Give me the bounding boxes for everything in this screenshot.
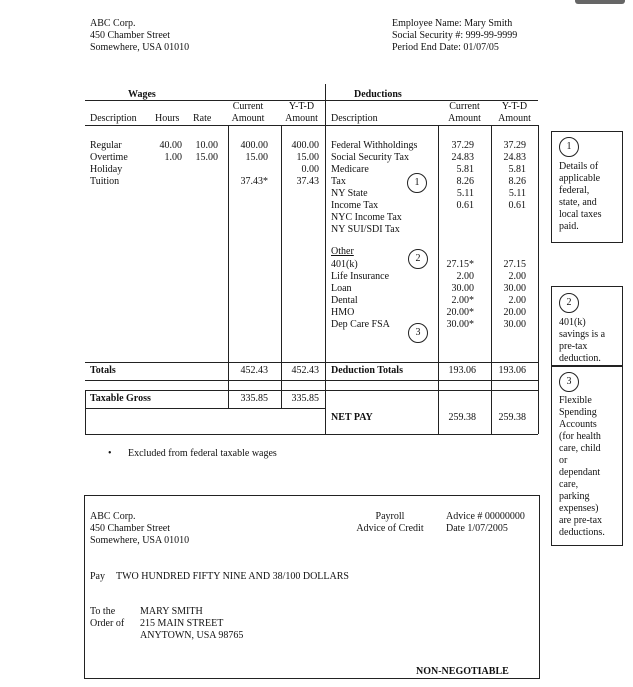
wage-desc: Holiday	[90, 164, 123, 175]
callout-marker-3: 3	[408, 323, 428, 343]
wages-totals-ytd: 452.43	[291, 365, 319, 376]
callout-line: state, and	[559, 197, 597, 208]
wage-hours	[150, 176, 182, 188]
net-pay-current: 259.38	[448, 412, 476, 423]
wages-ytd-header-2: Amount	[285, 113, 318, 124]
callout-marker-1: 1	[407, 173, 427, 193]
footnote-text: Excluded from federal taxable wages	[128, 448, 277, 459]
ded-desc-col	[331, 140, 417, 236]
wage-current: 37.43*	[240, 176, 268, 187]
callout-line: care, child	[559, 443, 601, 454]
wage-ytd: 37.43	[296, 176, 319, 187]
other-ytd: 30.00	[503, 319, 526, 330]
wages-current-header: Current	[232, 101, 264, 112]
other-desc: Loan	[331, 283, 352, 294]
ded-desc: Income Tax	[331, 200, 379, 211]
wages-current-col-line	[228, 125, 229, 408]
callout-line: applicable	[559, 173, 601, 184]
wage-current: 400.00	[240, 140, 268, 151]
ded-ytd: 5.81	[508, 164, 526, 175]
callout-text-3	[559, 395, 605, 539]
company-street: 450 Chamber Street	[90, 30, 170, 41]
wage-ytd: 15.00	[296, 152, 319, 163]
wages-ytd-col-line	[281, 125, 282, 408]
pay-amount-words: TWO HUNDRED FIFTY NINE AND 38/100 DOLLARS	[116, 571, 349, 582]
callout-line: are pre-tax	[559, 515, 603, 526]
taxable-rule-top	[85, 390, 538, 391]
advice-number: Advice # 00000000	[446, 511, 525, 522]
payee-city: ANYTOWN, USA 98765	[140, 630, 244, 641]
wages-current-header-2: Amount	[231, 113, 265, 124]
callout-line: local taxes	[559, 209, 602, 220]
callout-line: parking	[559, 491, 590, 502]
wages-hours-col	[150, 140, 182, 188]
other-current: 30.00*	[446, 319, 474, 330]
net-pay-label: NET PAY	[331, 412, 373, 423]
ded-ytd-col-line	[491, 125, 492, 434]
other-current: 2.00	[456, 271, 474, 282]
header-rule	[85, 125, 538, 126]
ded-current: 37.29	[451, 140, 474, 151]
callout-line: Spending	[559, 407, 597, 418]
callout-marker-2: 2	[408, 249, 428, 269]
wage-hours	[150, 164, 182, 176]
wage-current: 15.00	[245, 152, 268, 163]
advice-subtitle: Advice of Credit	[356, 523, 424, 534]
ded-current: 5.81	[456, 164, 474, 175]
callout-text-2	[559, 317, 605, 365]
taxable-gross-current: 335.85	[240, 393, 268, 404]
ded-desc-header: Description	[331, 113, 378, 124]
net-pay-ytd: 259.38	[498, 412, 526, 423]
taxable-rule-bottom	[85, 408, 325, 409]
deductions-title: Deductions	[354, 89, 402, 100]
ded-current: 24.83	[451, 152, 474, 163]
other-desc: HMO	[331, 307, 355, 318]
wages-desc-header: Description	[90, 113, 137, 124]
ded-current: 5.11	[456, 188, 474, 199]
ded-desc: NY SUI/SDI Tax	[331, 224, 400, 235]
callout-line: care,	[559, 479, 579, 490]
non-negotiable-stamp: NON-NEGOTIABLE	[416, 666, 509, 677]
other-ytd-col	[494, 259, 526, 331]
payee-name: MARY SMITH	[140, 606, 203, 617]
totals-rule-bottom	[85, 380, 538, 381]
wage-rate	[188, 176, 218, 188]
wages-hours-header: Hours	[155, 113, 180, 124]
other-desc: Life Insurance	[331, 271, 390, 282]
wage-ytd: 400.00	[291, 140, 319, 151]
callout-line: (for health	[559, 431, 601, 442]
ded-current-col-line	[438, 125, 439, 434]
callout-line: paid.	[559, 221, 579, 232]
ded-ytd: 5.11	[508, 188, 526, 199]
center-divider	[325, 84, 326, 434]
ded-ytd: 24.83	[503, 152, 526, 163]
callout-line: deductions.	[559, 527, 605, 538]
wages-rate-header: Rate	[193, 113, 212, 124]
employee-ssn: Social Security #: 999-99-9999	[392, 30, 518, 41]
taxable-gross-label: Taxable Gross	[90, 393, 151, 404]
wages-current-col	[230, 140, 268, 188]
wage-rate: 15.00	[195, 152, 218, 163]
callout-number-2: 2	[559, 293, 579, 313]
wages-totals-current: 452.43	[240, 365, 268, 376]
ded-ytd-col	[494, 140, 526, 212]
callout-line: expenses)	[559, 503, 599, 514]
taxable-gross-ytd: 335.85	[291, 393, 319, 404]
ded-desc: Tax	[331, 176, 346, 187]
deduction-totals-current: 193.06	[448, 365, 476, 376]
ded-ytd: 8.26	[508, 176, 526, 187]
other-ytd: 27.15	[503, 259, 526, 270]
ded-current: 8.26	[456, 176, 474, 187]
totals-rule-top	[85, 362, 538, 363]
ded-current: 0.61	[456, 200, 474, 211]
wages-title: Wages	[128, 89, 156, 100]
callout-line: Details of	[559, 161, 599, 172]
callout-line: Accounts	[559, 419, 597, 430]
ded-current-col	[440, 140, 474, 212]
company-name: ABC Corp.	[90, 18, 136, 29]
wages-desc-col	[90, 140, 128, 188]
deduction-totals-ytd: 193.06	[498, 365, 526, 376]
other-desc: Dental	[331, 295, 358, 306]
advice-company-street: 450 Chamber Street	[90, 523, 170, 534]
other-ytd: 30.00	[503, 283, 526, 294]
advice-title: Payroll	[375, 511, 405, 522]
ded-current-header-2: Amount	[448, 113, 481, 124]
other-current: 27.15*	[446, 259, 474, 270]
other-ytd: 2.00	[508, 271, 526, 282]
payee-street: 215 MAIN STREET	[140, 618, 224, 629]
callout-number-1: 1	[559, 137, 579, 157]
callout-line: dependant	[559, 467, 601, 478]
order-label-1: To the	[90, 606, 116, 617]
period-end-date: Period End Date: 01/07/05	[392, 42, 499, 53]
other-desc: 401(k)	[331, 259, 358, 270]
wages-totals-label: Totals	[90, 365, 116, 376]
other-desc-col	[331, 259, 390, 331]
ded-ytd: 0.61	[508, 200, 526, 211]
callout-text-1	[559, 161, 601, 233]
callout-line: pre-tax	[559, 341, 588, 352]
ded-current-header: Current	[449, 101, 480, 112]
ded-ytd: 37.29	[503, 140, 526, 151]
wages-rate-col	[188, 140, 218, 188]
table-bottom-rule	[85, 434, 538, 435]
wage-rate	[188, 164, 218, 176]
pay-label: Pay	[90, 571, 105, 582]
ded-desc: Federal Withholdings	[331, 140, 418, 151]
callout-line: savings is a	[559, 329, 606, 340]
wages-left-edge	[85, 390, 86, 434]
wage-rate: 10.00	[195, 140, 218, 151]
wage-hours: 40.00	[159, 140, 182, 151]
wages-ytd-col	[283, 140, 319, 188]
other-current: 20.00*	[446, 307, 474, 318]
ded-ytd-header: Y-T-D	[501, 101, 528, 112]
deduction-totals-label: Deduction Totals	[331, 365, 403, 376]
other-current-col	[440, 259, 474, 331]
wage-hours: 1.00	[164, 152, 182, 163]
ded-desc: NYC Income Tax	[331, 212, 402, 223]
window-corner-badge	[575, 0, 625, 4]
company-city: Somewhere, USA 01010	[90, 42, 190, 53]
callout-box-1	[551, 131, 623, 243]
callout-box-2	[551, 286, 623, 366]
ded-desc: Medicare	[331, 164, 369, 175]
callout-line: 401(k)	[559, 317, 586, 328]
advice-company-name: ABC Corp.	[90, 511, 136, 522]
callout-line: or	[559, 455, 568, 466]
callout-line: deduction.	[559, 353, 601, 364]
employee-name: Employee Name: Mary Smith	[392, 18, 513, 29]
ded-ytd-header-2: Amount	[498, 113, 531, 124]
wages-ytd-header: Y-T-D	[288, 101, 315, 112]
other-desc: Dep Care FSA	[331, 319, 390, 330]
ded-desc: NY State	[331, 188, 368, 199]
other-label: Other	[331, 246, 354, 257]
other-current: 2.00*	[451, 295, 474, 306]
footnote-bullet: •	[108, 448, 112, 459]
ded-desc: Social Security Tax	[331, 152, 409, 163]
order-label-2: Order of	[90, 618, 125, 629]
other-current: 30.00	[451, 283, 474, 294]
wage-desc: Tuition	[90, 176, 120, 187]
callout-line: Flexible	[559, 395, 592, 406]
other-ytd: 20.00	[503, 307, 526, 318]
callout-number-3: 3	[559, 372, 579, 392]
callout-line: federal,	[559, 185, 590, 196]
wage-desc: Overtime	[90, 152, 128, 163]
callout-box-3	[551, 366, 623, 546]
advice-date: Date 1/07/2005	[446, 523, 508, 534]
wage-desc: Regular	[90, 140, 122, 151]
wage-ytd: 0.00	[301, 164, 319, 175]
advice-company-city: Somewhere, USA 01010	[90, 535, 190, 546]
table-right-edge	[538, 125, 539, 434]
other-ytd: 2.00	[508, 295, 526, 306]
wage-current	[230, 164, 268, 176]
